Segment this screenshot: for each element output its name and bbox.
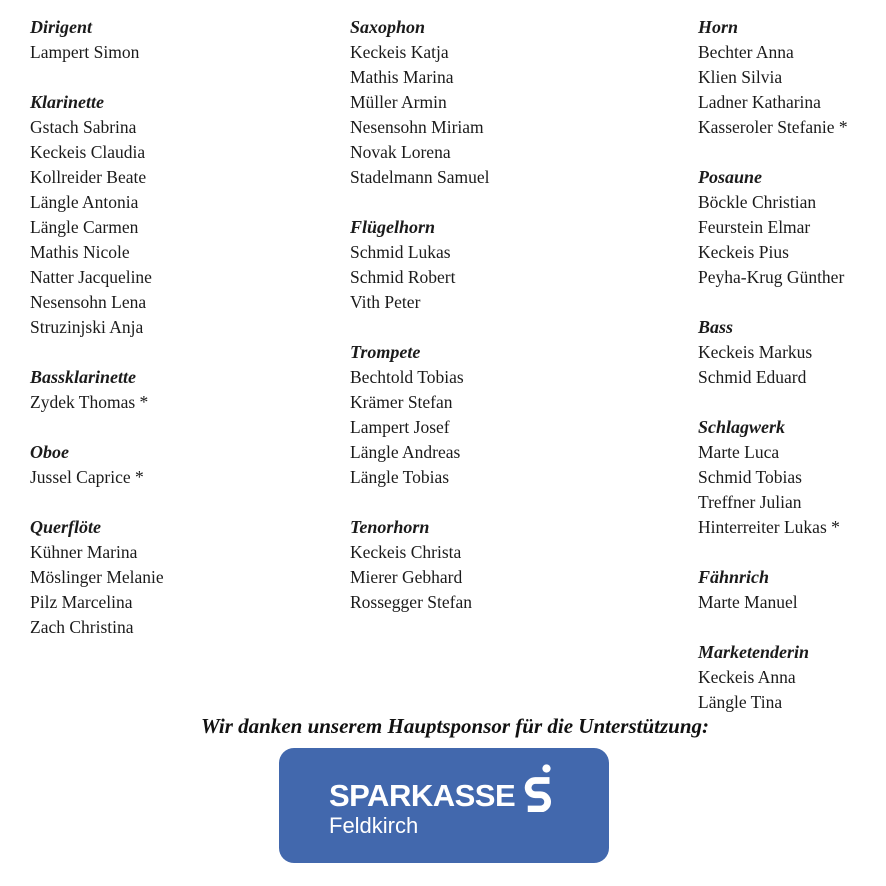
member-name: Ladner Katharina [698,92,821,112]
member-name: Kollreider Beate [30,167,147,187]
instrument-section [30,90,340,340]
member-name: Schmid Lukas [350,242,451,262]
member-name: Keckeis Anna [698,667,796,687]
member-name: Vith Peter [350,292,421,312]
instrument-section [30,440,340,490]
section-title: Querflöte [30,517,101,537]
column-middle [350,15,680,640]
member-name: Längle Tina [698,692,783,712]
member-name: Mathis Nicole [30,242,130,262]
member-name: Natter Jacqueline [30,267,152,287]
instrument-section [698,565,883,615]
section-title: Bass [698,317,734,337]
instrument-section [350,215,680,315]
member-name: Mierer Gebhard [350,567,463,587]
instrument-section [698,415,883,540]
member-name: Keckeis Christa [350,542,462,562]
member-name: Kasseroler Stefanie * [698,117,848,137]
member-name: Stadelmann Samuel [350,167,490,187]
member-name: Feurstein Elmar [698,217,811,237]
section-title: Oboe [30,442,69,462]
member-name: Keckeis Markus [698,342,813,362]
member-name: Novak Lorena [350,142,451,162]
section-title: Saxophon [350,17,426,37]
section-title: Bassklarinette [30,367,137,387]
member-name: Marte Luca [698,442,780,462]
member-name: Lampert Simon [30,42,140,62]
section-title: Schlagwerk [698,417,786,437]
member-name: Kühner Marina [30,542,138,562]
member-name: Zach Christina [30,617,134,637]
member-name: Keckeis Claudia [30,142,146,162]
member-name: Hinterreiter Lukas * [698,517,840,537]
sparkasse-subtitle: Feldkirch [329,813,419,838]
member-name: Struzinjski Anja [30,317,144,337]
column-left [30,15,340,665]
member-name: Nesensohn Lena [30,292,147,312]
member-name: Böckle Christian [698,192,817,212]
instrument-section [698,315,883,390]
section-title: Posaune [698,167,763,187]
member-name: Schmid Tobias [698,467,802,487]
member-name: Möslinger Melanie [30,567,164,587]
member-name: Keckeis Pius [698,242,789,262]
sparkasse-logo-inner [329,764,554,838]
member-name: Längle Carmen [30,217,139,237]
member-name: Peyha-Krug Günther [698,267,845,287]
sponsor-thanks-text: Wir danken unserem Hauptsponsor für die Unterstützung: [200,714,710,738]
member-name: Bechter Anna [698,42,794,62]
section-title: Trompete [350,342,421,362]
instrument-section [350,515,680,615]
instrument-section [30,515,340,640]
sparkasse-logo-row [329,764,554,812]
member-name: Nesensohn Miriam [350,117,484,137]
column-right [698,15,883,740]
member-name: Keckeis Katja [350,42,449,62]
sparkasse-logo [279,748,609,863]
member-name: Marte Manuel [698,592,798,612]
instrument-section [350,340,680,490]
section-title: Dirigent [30,17,93,37]
member-name: Treffner Julian [698,492,802,512]
member-name: Klien Silvia [698,67,783,87]
member-name: Müller Armin [350,92,447,112]
member-name: Längle Tobias [350,467,450,487]
sparkasse-wordmark: SPARKASSE [329,778,516,813]
member-name: Zydek Thomas * [30,392,149,412]
member-name: Krämer Stefan [350,392,453,412]
instrument-section [698,640,883,715]
section-title: Horn [698,17,739,37]
section-title: Flügelhorn [350,217,436,237]
member-name: Gstach Sabrina [30,117,137,137]
section-title: Fähnrich [698,567,770,587]
member-name: Bechtold Tobias [350,367,464,387]
section-title: Klarinette [30,92,105,112]
instrument-section [350,15,680,190]
instrument-section [698,15,883,140]
section-title: Marketenderin [698,642,810,662]
member-name: Jussel Caprice * [30,467,144,487]
instrument-section [698,165,883,290]
member-name: Lampert Josef [350,417,450,437]
member-name: Schmid Eduard [698,367,807,387]
member-name: Pilz Marcelina [30,592,133,612]
member-name: Längle Andreas [350,442,461,462]
member-name: Mathis Marina [350,67,454,87]
instrument-section [30,365,340,415]
member-name: Rossegger Stefan [350,592,472,612]
member-name: Längle Antonia [30,192,139,212]
instrument-section [30,15,340,65]
section-title: Tenorhorn [350,517,430,537]
member-name: Schmid Robert [350,267,456,287]
sparkasse-s-icon [524,764,554,812]
